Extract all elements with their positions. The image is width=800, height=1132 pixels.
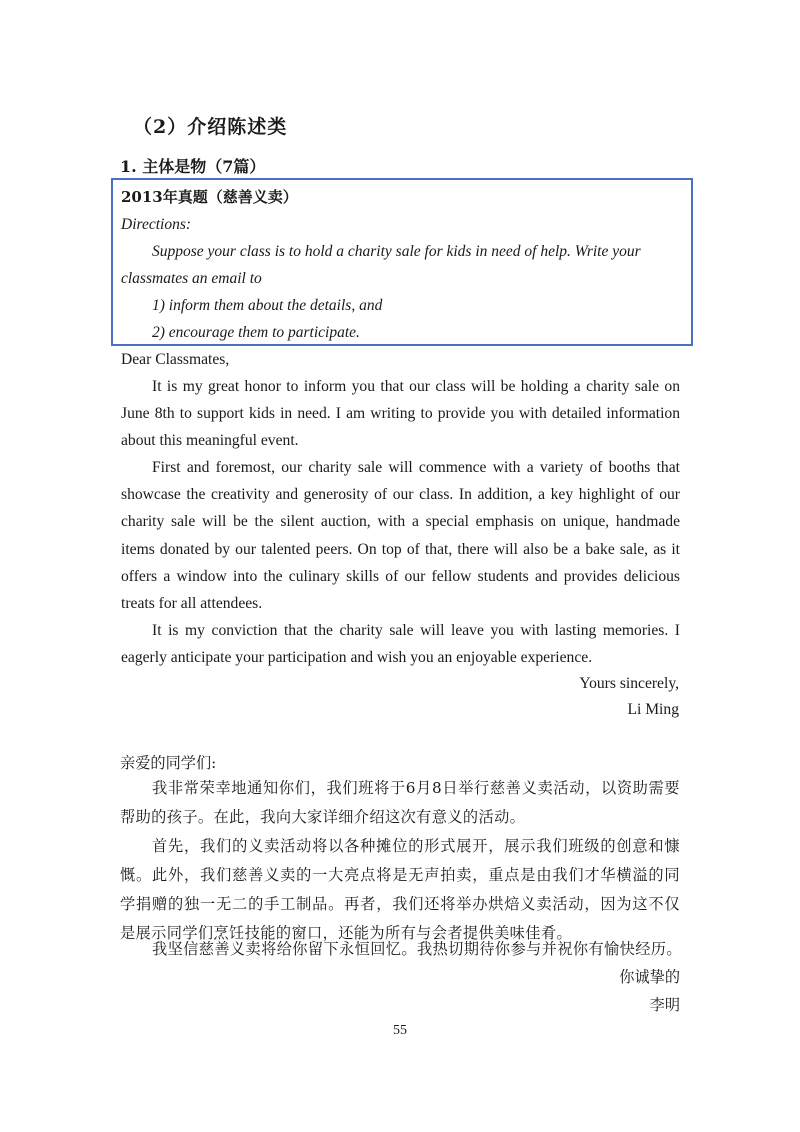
en-paragraph-2: First and foremost, our charity sale will commence with a variety of booths that showcase the creativity and generosity of our class. In addition, a key highlight of our charity sale will be the silent auction, with a special emphasis on unique, handmade items donated by our talented peers. On top of that, there will also be a bake sale, as it offers a window into the culinary skills of our fellow students and provides delicious treats for all attendees. — [121, 459, 680, 613]
task-point-1: 1) inform them about the details, and — [152, 297, 383, 314]
en-signature: Li Ming — [627, 701, 679, 718]
task-point-2: 2) encourage them to participate. — [152, 324, 360, 341]
en-closing: Yours sincerely, — [579, 675, 679, 692]
page-number: 55 — [393, 1023, 407, 1038]
cn-paragraph-2: 首先，我们的义卖活动将以各种摊位的形式展开，展示我们班级的创意和慷慨。此外，我们慈善义卖的一大亮点将是无声拍卖，重点是由我们才华横溢的同学捐赠的独一无二的手工制品。再者，我们还将举办烘焙义卖活动，因为这不仅是展示同学们烹饪技能的窗口，还能为所有与会者提供美味佳肴。 — [120, 837, 680, 942]
cn-paragraph-3: 我坚信慈善义卖将给你留下永恒回忆。我热切期待你参与并祝你有愉快经历。 — [152, 940, 682, 958]
directions-label: Directions: — [121, 216, 192, 233]
en-paragraph-3: It is my conviction that the charity sale will leave you with lasting memories. I eagerly anticipate your participation and wish you an enjoyable experience. — [121, 622, 680, 667]
en-paragraph-1: It is my great honor to inform you that our class will be holding a charity sale on June 8th to support kids in need. I am writing to provide you with detailed information about this meaningful event. — [121, 378, 680, 450]
sub-title: 1. 主体是物（7篇） — [120, 157, 266, 176]
task-title: 2013年真题（慈善义卖） — [121, 188, 298, 206]
en-greeting: Dear Classmates, — [121, 351, 230, 368]
cn-paragraph-1: 我非常荣幸地通知你们，我们班将于6月8日举行慈善义卖活动，以资助需要帮助的孩子。在此，我向大家详细介绍这次有意义的活动。 — [120, 779, 680, 826]
cn-closing: 你诚挚的 — [619, 968, 680, 986]
cn-signature: 李明 — [649, 996, 680, 1014]
cn-greeting: 亲爱的同学们: — [120, 754, 217, 772]
task-line-1: Suppose your class is to hold a charity sale for kids in need of help. Write your — [152, 243, 641, 260]
section-title: （2）介绍陈述类 — [133, 116, 288, 138]
task-line-2: classmates an email to — [121, 270, 262, 287]
